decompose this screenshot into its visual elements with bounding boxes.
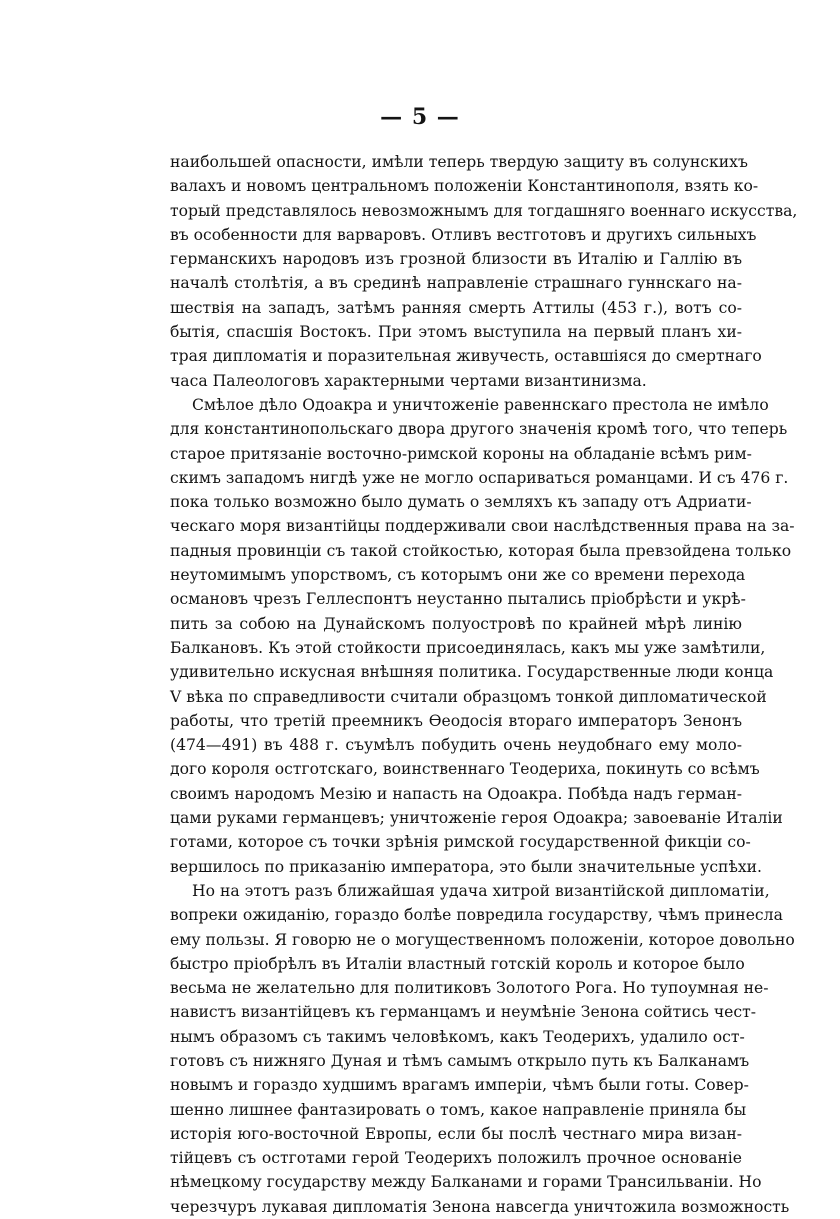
text-line: готами, которое съ точки зрѣнiя римской государственной фикцiи со- [170, 833, 751, 852]
text-line: навистъ византiйцевъ къ германцамъ и неумѣнiе Зенона сойтись чест- [170, 1003, 757, 1022]
text-line: наибольшей опасности, имѣли теперь твердую защиту въ солунскихъ [170, 153, 748, 171]
text-line: падныя провинцiи съ такой стойкостью, которая была превзойдена только [170, 541, 792, 560]
text-line: весьма не желательно для политиковъ Золотого Рога. Но тупоумная не- [170, 979, 769, 998]
text-line: неутомимымъ упорствомъ, съ которымъ они же со времени перехода [170, 566, 746, 585]
text-line: шенно лишнее фантазировать о томъ, какое направленiе приняла бы [170, 1100, 747, 1119]
text-line: бытiя, спасшiя Востокъ. При этомъ выступила на первый планъ хи- [170, 323, 742, 342]
text-line: часа Палеологовъ характерными чертами византинизма. [170, 371, 647, 390]
text-line: ему пользы. Я говорю не о могущественномъ положенiи, которое довольно [170, 930, 795, 949]
text-line: дого короля остготскаго, воинственнаго Теодериха, покинуть со всѣмъ [170, 760, 760, 779]
text-line: черезчуръ лукавая дипломатiя Зенона навсегда уничтожила возможность [170, 1197, 790, 1216]
text-line: удивительно искусная внѣшняя политика. Государственные люди конца [170, 663, 774, 682]
paragraph-start-line: Но на этотъ разъ ближайшая удача хитрой византiйской дипломатiи, [192, 881, 770, 900]
text-line: своимъ народомъ Мезiю и напасть на Одоакра. Побѣда надъ герман- [170, 784, 742, 803]
text-line: скимъ западомъ нигдѣ уже не могло оспариваться романцами. И съ 476 г. [170, 468, 789, 487]
text-line: новымъ и гораздо худшимъ врагамъ имперiи, чѣмъ были готы. Совер- [170, 1076, 749, 1095]
text-line: началѣ столѣтiя, а въ срединѣ направленiе страшнаго гуннскаго на- [170, 274, 742, 293]
text-line: османовъ чрезъ Геллеспонтъ неустанно пытались прiобрѣсти и укрѣ- [170, 590, 746, 609]
text-line: торый представлялось невозможнымъ для тогдашняго военнаго искусства, [170, 201, 798, 220]
text-line: шествiя на западъ, затѣмъ ранняя смерть Аттилы (453 г.), вотъ со- [170, 298, 742, 317]
text-line: трая дипломатiя и поразительная живучесть, оставшiяся до смертнаго [170, 347, 762, 366]
text-line: исторiя юго-восточной Европы, если бы послѣ честнаго мира визан- [170, 1124, 742, 1143]
text-line: ческаго моря византiйцы поддерживали свои наслѣдственныя права на за- [170, 517, 795, 536]
text-line: нѣмецкому государству между Балканами и горами Трансильванiи. Но [170, 1173, 762, 1192]
text-line: работы, что третiй преемникъ Өеодосiя втораго императоръ Зенонъ [170, 711, 742, 730]
text-line: для константинопольскаго двора другого значенiя кромѣ того, что теперь [170, 420, 788, 439]
text-line: старое притязанiе восточно-римской короны на обладанiе всѣмъ рим- [170, 444, 752, 463]
text-line: цами руками германцевъ; уничтоженiе героя Одоакра; завоеванiе Италiи [170, 809, 783, 828]
text-line: нымъ образомъ съ такимъ человѣкомъ, какъ Теодерихъ, удалило ост- [170, 1027, 745, 1046]
text-line: пока только возможно было думать о земляхъ къ западу отъ Адриати- [170, 493, 752, 512]
text-line: (474—491) въ 488 г. съумѣлъ побудить очень неудобнаго ему моло- [170, 736, 742, 755]
body-text [170, 150, 798, 1219]
text-line: тiйцевъ съ остготами герой Теодерихъ положилъ прочное основанiе [170, 1149, 742, 1168]
page-number: — 5 — [380, 104, 460, 130]
text-line: пить за собою на Дунайскомъ полуостровѣ по крайней мѣрѣ линiю [170, 614, 742, 633]
text-line: вопреки ожиданiю, гораздо болѣе повредила государству, чѣмъ принесла [170, 906, 783, 925]
text-line: валахъ и новомъ центральномъ положенiи Константинополя, взять ко- [170, 177, 759, 196]
text-line: Балкановъ. Къ этой стойкости присоединялась, какъ мы уже замѣтили, [170, 638, 766, 657]
text-line: готовъ съ нижняго Дуная и тѣмъ самымъ открыло путь къ Балканамъ [170, 1051, 750, 1070]
text-line: вершилось по приказанiю императора, это были значительные успѣхи. [170, 857, 762, 876]
text-line: германскихъ народовъ изъ грозной близости въ Италiю и Галлiю въ [170, 250, 742, 269]
paragraph-start-line: Смѣлое дѣло Одоакра и уничтоженiе равеннскаго престола не имѣло [192, 395, 769, 414]
text-line: быстро прiобрѣлъ въ Италiи властный готскiй король и которое было [170, 954, 745, 973]
text-line: V вѣка по справедливости считали образцомъ тонкой дипломатической [170, 687, 767, 706]
text-line: въ особенности для варваровъ. Отливъ вестготовъ и другихъ сильныхъ [170, 225, 757, 244]
